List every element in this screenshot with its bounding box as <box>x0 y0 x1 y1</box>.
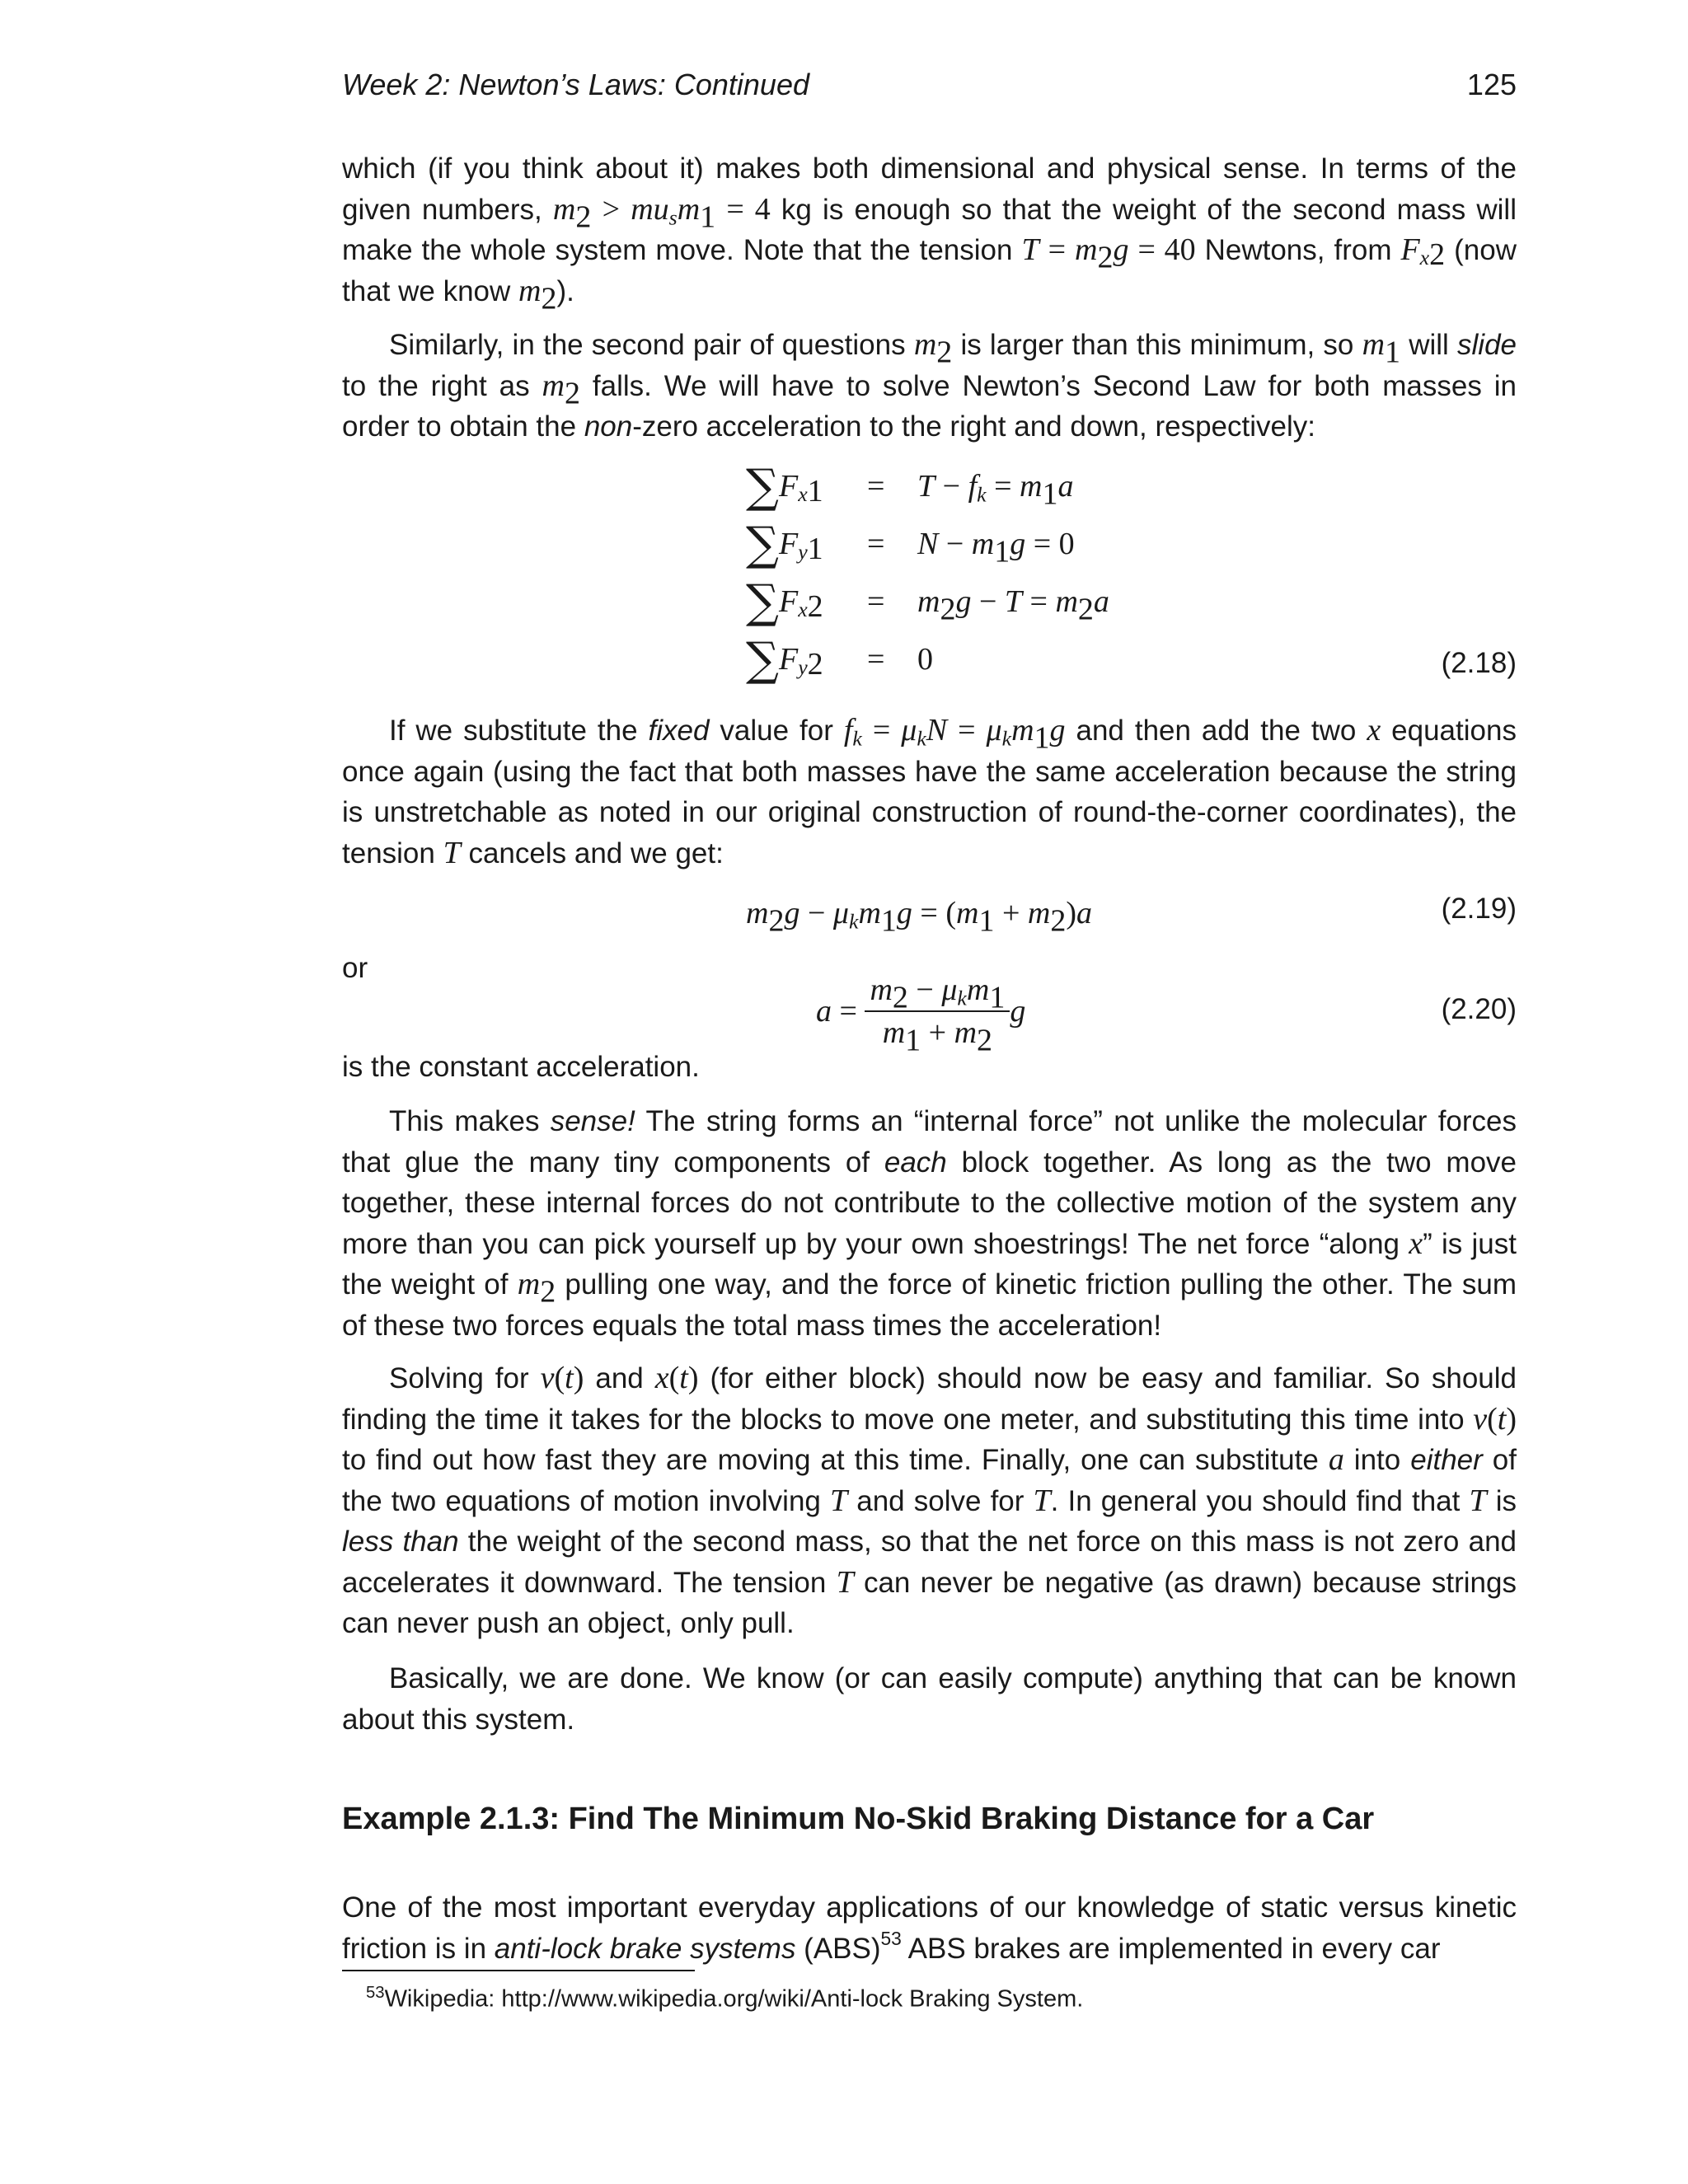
equation-label: (2.20) <box>1441 993 1517 1025</box>
equation-2-20: a = $\frac{m_2 - \mu_km_1}{m_1 + m_2}$ g (2.20) <box>816 972 1517 1058</box>
footnote-marker[interactable]: 53 <box>880 1927 902 1949</box>
paragraph-7: Basically, we are done. We know (or can easily compute) anything that can be known about this system. <box>342 1662 1517 1736</box>
running-header <box>342 64 1517 105</box>
or-text: or <box>342 952 368 984</box>
equation-label: (2.19) <box>1441 893 1517 925</box>
footnote-rule <box>342 1970 695 1971</box>
eq-row-2: $\sum F_{y1}$ <box>746 518 823 571</box>
page-number: 125 <box>1466 68 1517 101</box>
paragraph-2: Similarly, in the second pair of questions $m_2$ is larger than this minimum, so $m_1$ will slide to the right as $m_2$ falls. We will have to solve Newton’s Second Law for both masses in order to obtain the non-zero acceleration to the right and down, respectively: <box>342 327 1517 443</box>
example-heading: Example 2.1.3: Find The Minimum No-Skid Braking Distance for a Car <box>342 1802 1375 1836</box>
header-title: Week 2: Newton’s Laws: Continued <box>342 68 809 101</box>
paragraph-6: Solving for v(t) and x(t) (for either block) should now be easy and familiar. So should finding the time it takes for the blocks to move one meter, and substituting this time into v(t) to find out how fast they are moving at this time. Finally, one can substitute a into either of the two equations of motion involving T and solve for T. In general you should find that T is less than the weight of the second mass, so that the net force on this mass is not zero and accelerates it downward. The tension T can never be negative (as drawn) because strings can never push an object, only pull. <box>342 1361 1517 1639</box>
footnote-text: Wikipedia: http://www.wikipedia.org/wiki/Anti-lock Braking System. <box>384 1985 1084 2013</box>
footnote: $^{53}$Wikipedia: http://www.wikipedia.org/wiki/Anti-lock Braking System. <box>366 1984 1084 2013</box>
eq-row-4: $\sum F_{y2}$ <box>746 633 823 687</box>
paragraph-5: This makes sense! The string forms an “internal force” not unlike the molecular forces that glue the many tiny components of each block together. As long as the two move together, these internal forces do not contribute to the collective motion of the system any more than you can pick yourself up by your own shoestrings! The net force “along x” is just the weight of $m_2$ pulling one way, and the force of kinetic friction pulling the other. The sum of these two forces equals the total mass times the acceleration! <box>342 1105 1517 1342</box>
paragraph-8: One of the most important everyday applications of our knowledge of static versus kinetic friction is in anti-lock brake systems (ABS)$^{53}$ ABS brakes are implemented in every car <box>342 1891 1517 1965</box>
paragraph-3: If we substitute the fixed value for $f_k = \mu_kN = \mu_km_1g$ and then add the two x equations once again (using the fact that both masses have the same acceleration because the string is unstretchable as noted in our original construction of round-the-corner coordinates), the tension T cancels and we get: <box>342 713 1517 870</box>
equation-2-19: $m_2g - \mu_km_1g = (m_1 + m_2)a$ (2.19) <box>746 893 1517 939</box>
eq-row-3: $\sum F_{x2}$ <box>746 575 823 629</box>
eq-row-1: $\sum F_{x1}$ <box>746 460 823 513</box>
equation-2-18: $\sum F_{x1}$ = $T - f_k = m_1a$ $\sum F_{y1}$ = $N - m_1g = 0$ $\sum F_{x2}$ = $m_2g - T = m_2a$ $\sum F_{y2}$ = 0 (2.18) <box>342 457 1517 688</box>
equation-label: (2.18) <box>1441 647 1517 679</box>
paragraph-4: is the constant acceleration. <box>342 1051 700 1083</box>
paragraph-1: which (if you think about it) makes both dimensional and physical sense. In terms of the given numbers, $m_2 > mu_sm_1 = 4$ kg is enough so that the weight of the second mass will make the whole system move. Note that the tension $T = m_2g = 40$ Newtons, from $F_{x2}$ (now that we know $m_2$). <box>342 152 1517 316</box>
